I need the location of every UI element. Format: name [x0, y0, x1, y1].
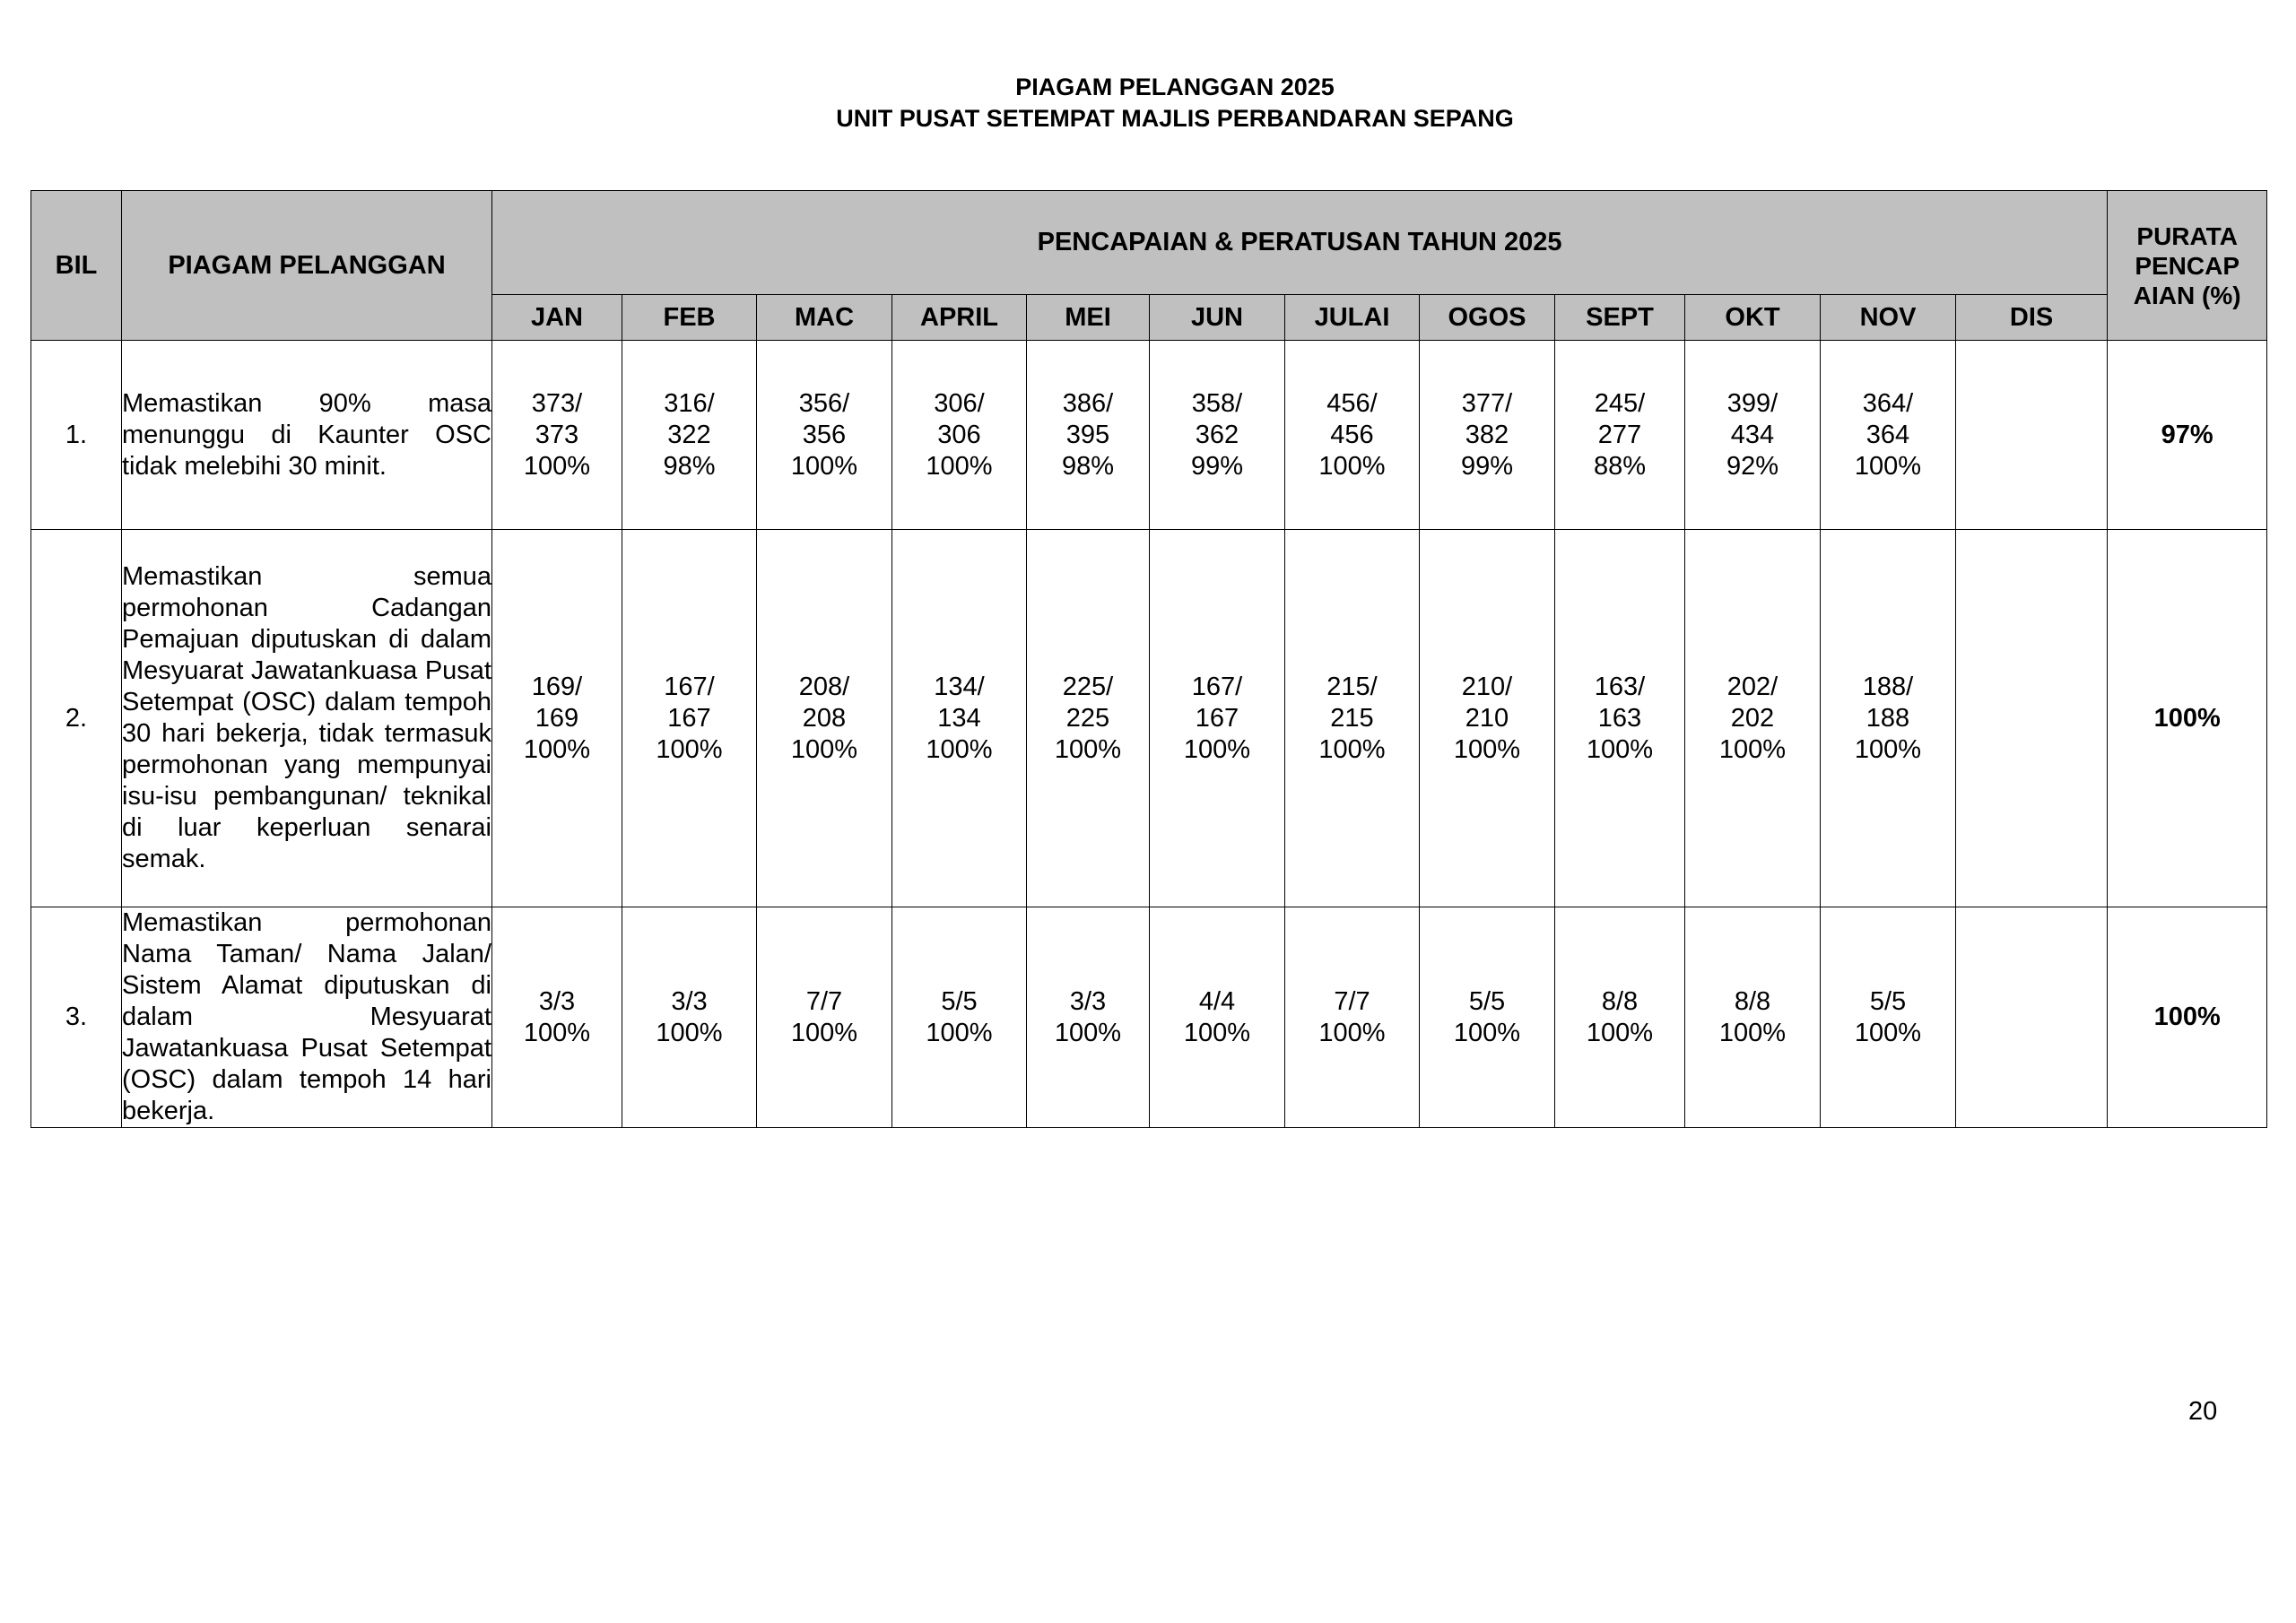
month-value-cell	[1027, 907, 1150, 1128]
cell-line: 100%	[656, 1018, 723, 1047]
month-header-julai: JULAI	[1285, 295, 1420, 341]
row-number: 2.	[31, 530, 122, 907]
month-value-cell	[892, 341, 1027, 530]
cell-line: 100%	[926, 734, 993, 764]
header-bil: BIL	[31, 191, 122, 341]
month-header-dis: DIS	[1956, 295, 2108, 341]
month-value-cell	[1150, 341, 1285, 530]
month-value-cell	[1821, 530, 1956, 907]
cell-line: 362	[1195, 420, 1239, 449]
cell-line: 364	[1866, 420, 1910, 449]
cell-line: 215/	[1326, 672, 1378, 701]
month-value-cell	[1285, 530, 1420, 907]
page-number: 20	[2188, 1397, 2218, 1426]
charter-description: Memastikan semua permohonan Cadangan Pemajuan diputuskan di dalam Mesyuarat Jawatankuasa Pusat Setempat (OSC) dalam tempoh 30 hari bekerja, tidak termasuk permohonan yang mempunyai isu-isu pembangunan/ teknikal di luar keperluan senarai semak.	[122, 530, 492, 907]
month-value-cell	[1285, 907, 1420, 1128]
cell-line: 5/5	[1869, 986, 1907, 1016]
month-value-cell	[1285, 341, 1420, 530]
cell-line: 167	[1195, 703, 1239, 733]
cell-line: 3/3	[671, 986, 708, 1016]
month-header-jan: JAN	[492, 295, 622, 341]
cell-line: 100%	[926, 1018, 993, 1047]
cell-line: 163	[1597, 703, 1642, 733]
cell-line: 386/	[1062, 388, 1114, 418]
table-row	[31, 341, 2267, 530]
cell-line: 100%	[1054, 734, 1122, 764]
cell-line: 395	[1065, 420, 1110, 449]
cell-line: 456/	[1326, 388, 1378, 418]
month-value-cell	[492, 907, 622, 1128]
month-value-cell	[1420, 341, 1555, 530]
month-value-cell	[1150, 907, 1285, 1128]
cell-line: 92%	[1726, 451, 1779, 481]
month-value-cell	[1027, 530, 1150, 907]
cell-line: 100%	[1854, 451, 1922, 481]
charter-description: Memastikan permohonan Nama Taman/ Nama Jalan/ Sistem Alamat diputuskan di dalam Mesyuarat Jawatankuasa Pusat Setempat (OSC) dalam tempoh 14 hari bekerja.	[122, 907, 492, 1128]
cell-line: 316/	[664, 388, 715, 418]
row-number: 3.	[31, 907, 122, 1128]
table-body	[31, 341, 2267, 1128]
month-value-cell	[1685, 530, 1821, 907]
cell-line: 100%	[1183, 734, 1251, 764]
month-value-cell	[1555, 907, 1685, 1128]
cell-line: 277	[1597, 420, 1642, 449]
cell-line: 100%	[1054, 1018, 1122, 1047]
table-row	[31, 530, 2267, 907]
month-value-cell	[1821, 907, 1956, 1128]
cell-line: 306	[937, 420, 981, 449]
cell-line: 434	[1730, 420, 1775, 449]
cell-line: 382	[1465, 420, 1509, 449]
cell-line: 215	[1330, 703, 1374, 733]
cell-line: 202	[1730, 703, 1775, 733]
month-value-cell	[1027, 341, 1150, 530]
cell-line: 100%	[1318, 1018, 1386, 1047]
month-value-cell	[757, 907, 892, 1128]
month-value-cell	[1685, 341, 1821, 530]
month-value-cell	[1956, 907, 2108, 1128]
cell-line: 100%	[523, 1018, 591, 1047]
cell-line: 100%	[790, 451, 858, 481]
cell-line: 456	[1330, 420, 1374, 449]
month-header-nov: NOV	[1821, 295, 1956, 341]
cell-line: 100%	[656, 734, 723, 764]
cell-line: 210/	[1461, 672, 1513, 701]
cell-line: 100%	[1183, 1018, 1251, 1047]
cell-line: 4/4	[1198, 986, 1236, 1016]
month-header-sept: SEPT	[1555, 295, 1685, 341]
cell-line: 364/	[1862, 388, 1914, 418]
average-achievement: 97%	[2108, 341, 2267, 530]
month-value-cell	[1420, 530, 1555, 907]
month-value-cell	[1821, 341, 1956, 530]
month-header-okt: OKT	[1685, 295, 1821, 341]
cell-line: 306/	[934, 388, 985, 418]
month-value-cell	[1420, 907, 1555, 1128]
cell-line: 169/	[531, 672, 583, 701]
cell-line: 134	[937, 703, 981, 733]
cell-line: 225	[1065, 703, 1110, 733]
cell-line: 88%	[1593, 451, 1647, 481]
header-pencapaian: PENCAPAIAN & PERATUSAN TAHUN 2025	[492, 191, 2108, 295]
month-value-cell	[1956, 341, 2108, 530]
cell-line: 7/7	[805, 986, 843, 1016]
cell-line: 399/	[1726, 388, 1779, 418]
cell-line: 100%	[523, 451, 591, 481]
month-header-jun: JUN	[1150, 295, 1285, 341]
cell-line: 202/	[1726, 672, 1779, 701]
document-title	[0, 72, 2296, 135]
cell-line: 356	[802, 420, 847, 449]
cell-line: 188/	[1862, 672, 1914, 701]
cell-line: 245/	[1594, 388, 1646, 418]
month-value-cell	[1555, 341, 1685, 530]
cell-line: 5/5	[941, 986, 978, 1016]
cell-line: 100%	[1586, 1018, 1654, 1047]
title-line-2: UNIT PUSAT SETEMPAT MAJLIS PERBANDARAN SEPANG	[836, 105, 1514, 132]
customer-charter-table	[30, 190, 2267, 1128]
cell-line: 169	[535, 703, 579, 733]
month-value-cell	[757, 341, 892, 530]
cell-line: 100%	[1318, 734, 1386, 764]
month-value-cell	[622, 530, 757, 907]
cell-line: 8/8	[1734, 986, 1771, 1016]
cell-line: 167	[667, 703, 711, 733]
cell-line: 167/	[664, 672, 715, 701]
cell-line: 8/8	[1601, 986, 1639, 1016]
cell-line: 99%	[1190, 451, 1244, 481]
cell-line: 100%	[1453, 734, 1521, 764]
cell-line: 3/3	[538, 986, 576, 1016]
month-header-mei: MEI	[1027, 295, 1150, 341]
cell-line: 208/	[798, 672, 850, 701]
cell-line: 134/	[934, 672, 985, 701]
table-row	[31, 907, 2267, 1128]
cell-line: 99%	[1460, 451, 1514, 481]
month-value-cell	[1685, 907, 1821, 1128]
cell-line: 210	[1465, 703, 1509, 733]
cell-line: 100%	[1718, 1018, 1787, 1047]
cell-line: 100%	[523, 734, 591, 764]
month-header-feb: FEB	[622, 295, 757, 341]
row-number: 1.	[31, 341, 122, 530]
month-value-cell	[1150, 530, 1285, 907]
cell-line: 373/	[531, 388, 583, 418]
average-achievement: 100%	[2108, 530, 2267, 907]
month-value-cell	[892, 530, 1027, 907]
charter-description: Memastikan 90% masa menunggu di Kaunter OSC tidak melebihi 30 minit.	[122, 341, 492, 530]
cell-line: 3/3	[1069, 986, 1107, 1016]
cell-line: 5/5	[1468, 986, 1506, 1016]
cell-line: 377/	[1461, 388, 1513, 418]
header-piagam: PIAGAM PELANGGAN	[122, 191, 492, 341]
cell-line: 100%	[1318, 451, 1386, 481]
month-value-cell	[1956, 530, 2108, 907]
average-achievement: 100%	[2108, 907, 2267, 1128]
month-value-cell	[622, 907, 757, 1128]
month-value-cell	[622, 341, 757, 530]
cell-line: 322	[667, 420, 711, 449]
cell-line: 163/	[1594, 672, 1646, 701]
cell-line: 356/	[798, 388, 850, 418]
month-header-mac: MAC	[757, 295, 892, 341]
month-header-april: APRIL	[892, 295, 1027, 341]
cell-line: 373	[535, 420, 579, 449]
month-value-cell	[492, 341, 622, 530]
title-line-1: PIAGAM PELANGGAN 2025	[1015, 74, 1335, 100]
cell-line: 208	[802, 703, 847, 733]
cell-line: 98%	[663, 451, 716, 481]
cell-line: 7/7	[1334, 986, 1370, 1016]
month-value-cell	[757, 530, 892, 907]
header-purata: PURATA PENCAP AIAN (%)	[2108, 191, 2267, 341]
month-value-cell	[892, 907, 1027, 1128]
month-value-cell	[492, 530, 622, 907]
month-header-ogos: OGOS	[1420, 295, 1555, 341]
cell-line: 100%	[1586, 734, 1654, 764]
cell-line: 100%	[790, 734, 858, 764]
cell-line: 100%	[1718, 734, 1787, 764]
cell-line: 98%	[1061, 451, 1115, 481]
cell-line: 100%	[926, 451, 993, 481]
cell-line: 100%	[790, 1018, 858, 1047]
cell-line: 100%	[1854, 734, 1922, 764]
cell-line: 100%	[1854, 1018, 1922, 1047]
cell-line: 100%	[1453, 1018, 1521, 1047]
cell-line: 167/	[1191, 672, 1243, 701]
cell-line: 225/	[1062, 672, 1114, 701]
month-value-cell	[1555, 530, 1685, 907]
cell-line: 358/	[1191, 388, 1243, 418]
cell-line: 188	[1866, 703, 1910, 733]
